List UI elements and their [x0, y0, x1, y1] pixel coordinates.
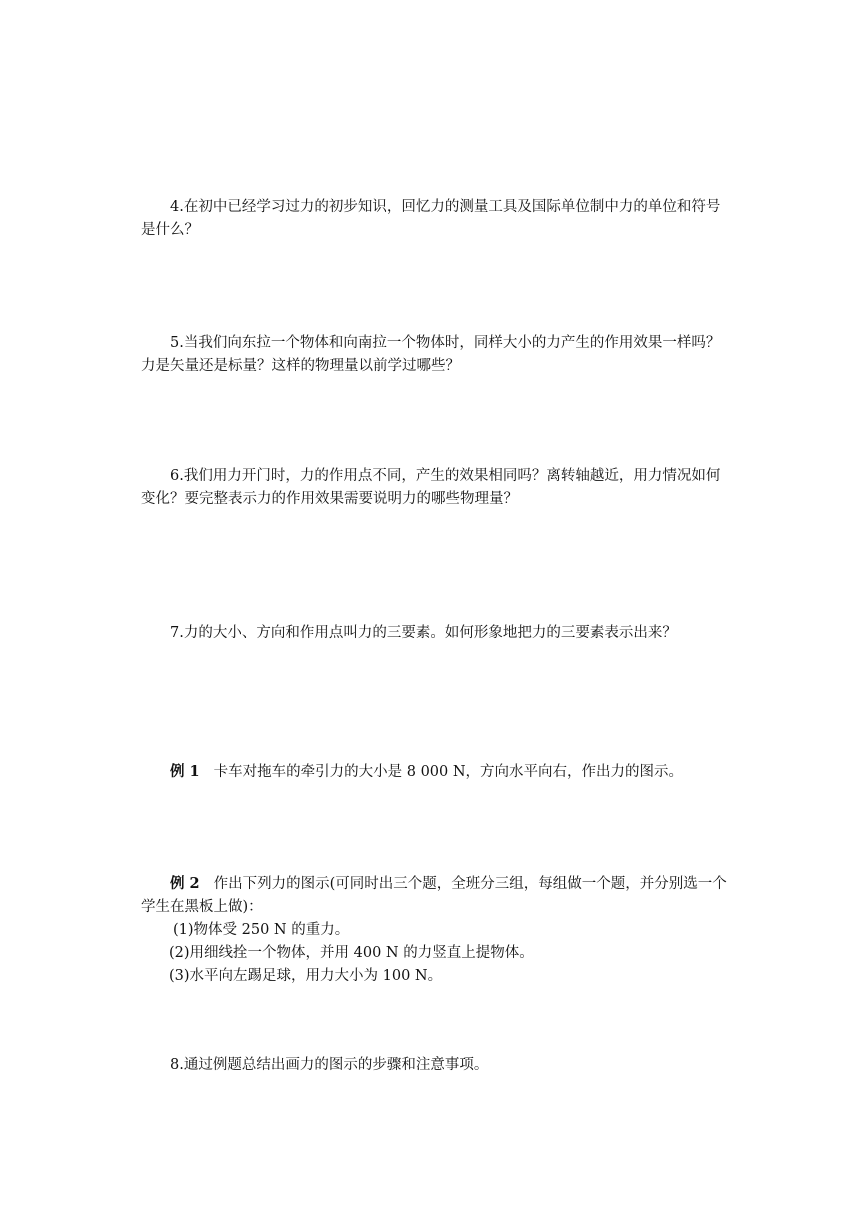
example-2-item-1: (1)物体受 250 N 的重力。	[173, 922, 350, 938]
question-6	[141, 465, 733, 511]
example-2-item-3: (3)水平向左踢足球，用力大小为 100 N。	[169, 968, 443, 984]
example-2-text: 作出下列力的图示(可同时出三个题，全班分三组，每组做一个题，并分别选一个学生在黑板上做)：	[141, 876, 727, 915]
example-1	[141, 760, 733, 784]
question-8	[141, 1054, 733, 1077]
question-8-text: 8.通过例题总结出画力的图示的步骤和注意事项。	[170, 1057, 489, 1073]
question-5	[141, 332, 733, 378]
question-7	[141, 622, 733, 645]
example-2-paragraph	[141, 872, 733, 919]
example-2	[141, 872, 733, 988]
question-4-text: 4.在初中已经学习过力的初步知识，回忆力的测量工具及国际单位制中力的单位和符号是什么？	[141, 199, 721, 238]
example-1-paragraph	[141, 760, 733, 784]
question-7-text: 7.力的大小、方向和作用点叫力的三要素。如何形象地把力的三要素表示出来？	[170, 625, 677, 641]
example-1-label: 例 1	[170, 763, 200, 780]
question-5-text: 5.当我们向东拉一个物体和向南拉一个物体时，同样大小的力产生的作用效果一样吗？力是矢量还是标量？这样的物理量以前学过哪些？	[141, 335, 721, 374]
example-1-text: 卡车对拖车的牵引力的大小是 8 000 N，方向水平向右，作出力的图示。	[213, 764, 684, 780]
example-2-item-2: (2)用细线拴一个物体，并用 400 N 的力竖直上提物体。	[169, 945, 534, 961]
example-2-label: 例 2	[170, 875, 200, 892]
question-4	[141, 196, 733, 242]
question-6-text: 6.我们用力开门时，力的作用点不同，产生的效果相同吗？离转轴越近，用力情况如何变化？要完整表示力的作用效果需要说明力的哪些物理量？	[141, 468, 721, 507]
